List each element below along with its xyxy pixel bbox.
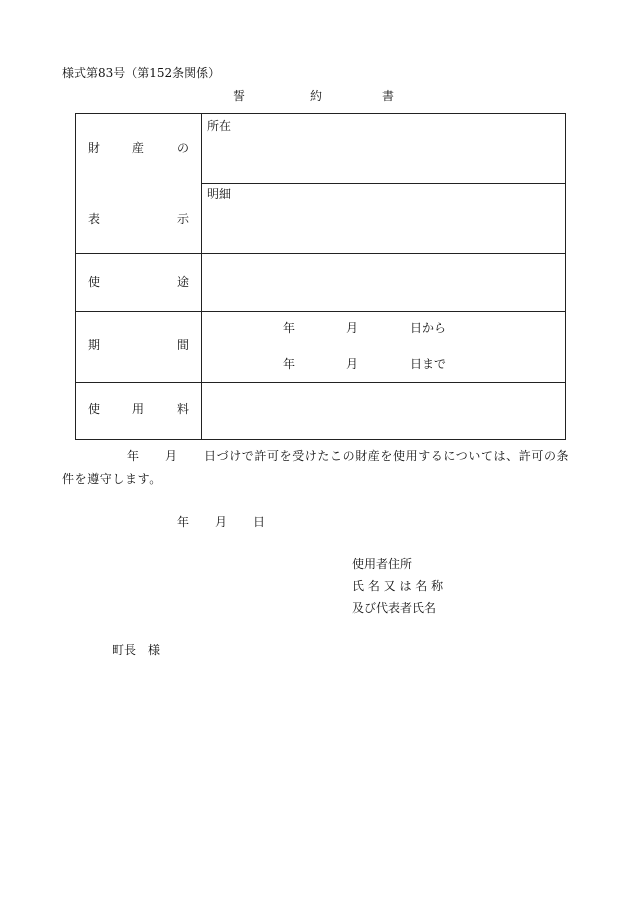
fee-label: 使 (88, 402, 101, 416)
body-year: 年 (127, 449, 140, 463)
sign-day: 日 (253, 515, 266, 529)
form-number: 様式第83号（第152条関係） (62, 66, 221, 80)
location-label: 所在 (207, 119, 232, 133)
property-label: 表 (88, 212, 101, 226)
fee-label: 料 (177, 402, 190, 416)
sign-year: 年 (177, 515, 190, 529)
body-line-2: 件を遵守します。 (62, 472, 162, 486)
fee-label: 用 (132, 402, 145, 416)
period-from: 日から (410, 321, 447, 335)
applicant-address: 使用者住所 (352, 557, 413, 571)
period-to: 日まで (410, 357, 447, 371)
applicant-representative: 及び代表者氏名 (352, 601, 437, 615)
details-label: 明細 (207, 187, 232, 201)
property-label: の (177, 141, 190, 155)
title-char: 誓 (233, 89, 246, 103)
property-label: 財 (88, 141, 101, 155)
property-label: 示 (177, 212, 190, 226)
period-from: 年 (283, 321, 296, 335)
body-line-1: 日づけで許可を受けたこの財産を使用するについては、許可の条 (204, 449, 570, 463)
period-to: 月 (346, 357, 359, 371)
addressee: 町長 様 (112, 643, 161, 657)
period-label: 期 (88, 338, 101, 352)
period-from: 月 (346, 321, 359, 335)
title-char: 約 (310, 89, 323, 103)
purpose-label: 途 (177, 275, 190, 289)
period-label: 間 (177, 338, 190, 352)
title-char: 書 (382, 89, 395, 103)
property-label: 産 (132, 141, 145, 155)
sign-month: 月 (215, 515, 228, 529)
purpose-label: 使 (88, 275, 101, 289)
applicant-name: 氏 名 又 は 名 称 (352, 579, 444, 593)
period-to: 年 (283, 357, 296, 371)
body-month: 月 (165, 449, 178, 463)
